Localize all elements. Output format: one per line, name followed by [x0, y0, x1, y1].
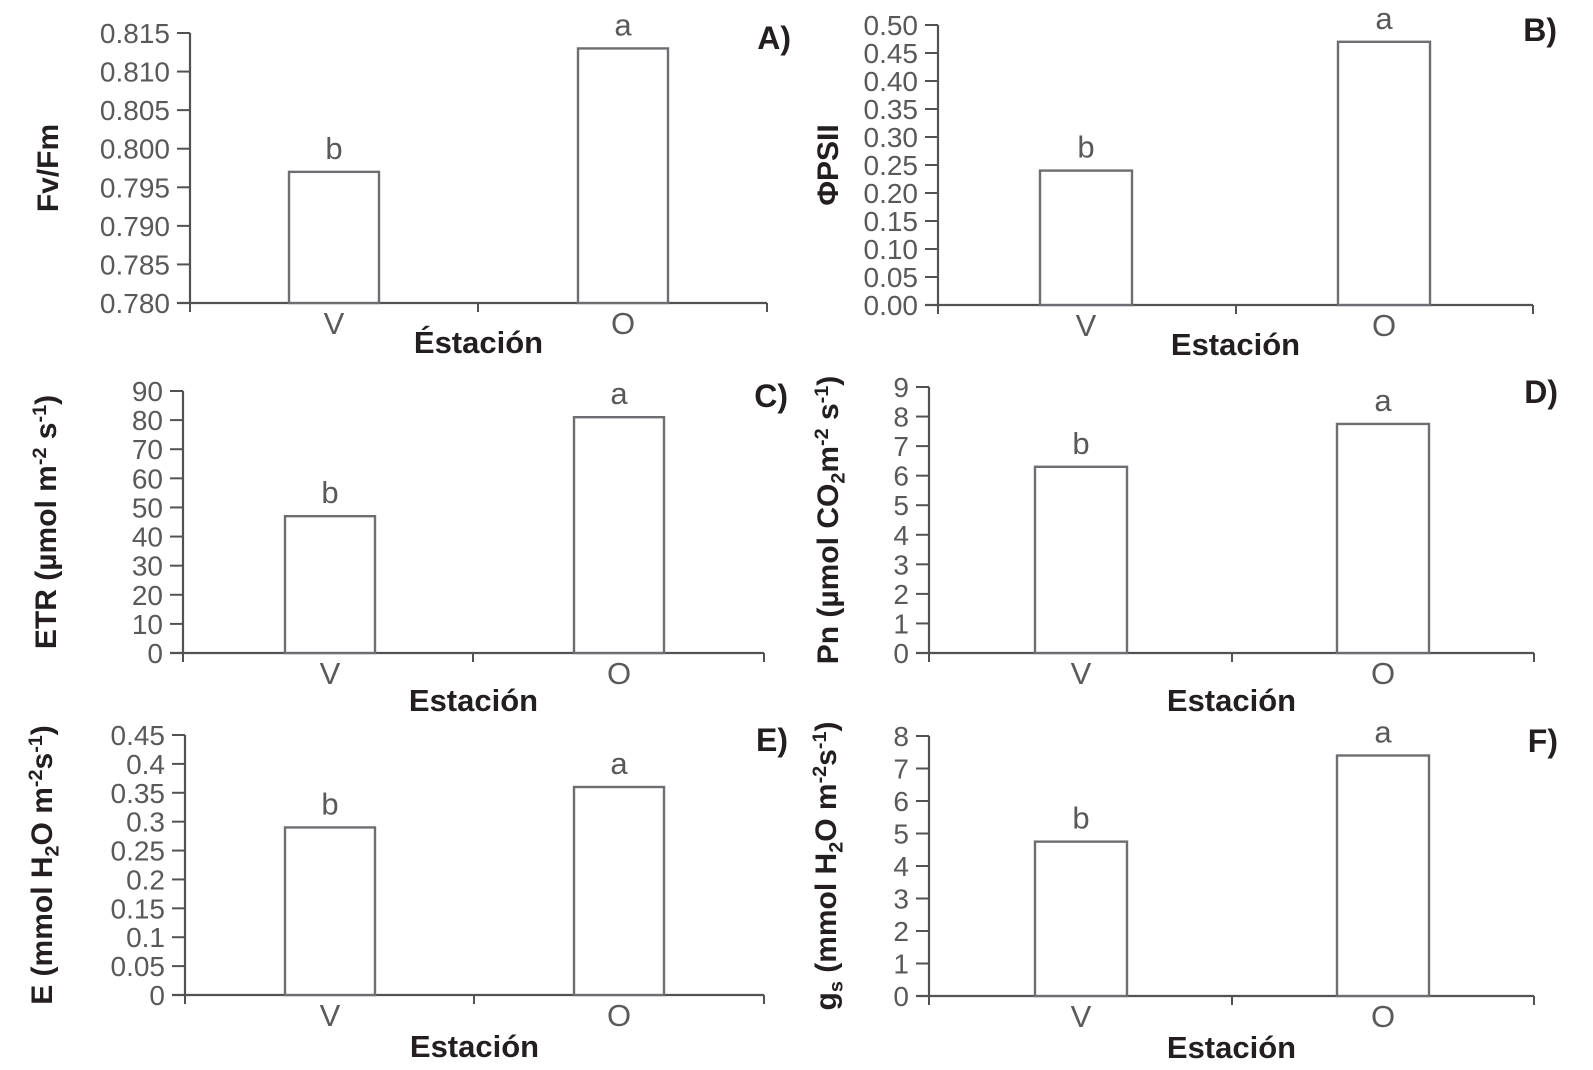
y-tick-label: 0.780 — [99, 288, 170, 319]
y-tick-label: 4 — [893, 851, 909, 882]
y-tick-label: 60 — [131, 463, 163, 495]
y-tick-label: 2 — [893, 916, 909, 947]
y-tick-label: 0.15 — [863, 206, 918, 237]
x-axis-title: Estación — [1166, 683, 1297, 714]
x-category-label: V — [319, 656, 341, 691]
bar-V — [1040, 171, 1132, 305]
y-tick-label: 0.795 — [99, 172, 170, 204]
y-tick-label: 30 — [131, 550, 163, 582]
x-axis-title: Estación — [1170, 327, 1301, 357]
panel-chart-B — [796, 0, 1593, 357]
y-tick-label: 0.35 — [863, 94, 918, 125]
y-tick-label: 0.2 — [126, 864, 165, 896]
x-axis-title: Estación — [409, 1029, 540, 1064]
sig-letter-V: b — [1072, 425, 1090, 461]
y-tick-label: 0.10 — [863, 234, 918, 265]
x-category-label: O — [610, 306, 636, 341]
x-category-label: O — [1370, 999, 1396, 1034]
panel-label: A) — [757, 20, 791, 56]
y-axis-title: E (mmol $H_2O$ $m^{-2}s^{-1}$) — [24, 725, 64, 1005]
bar-V — [285, 827, 375, 995]
y-tick-label: 0.05 — [863, 262, 918, 293]
bar-O — [1337, 424, 1429, 653]
bar-O — [574, 417, 664, 653]
y-axis-title: ETR (µmol $m^{-2}$ $s^{-1}$) — [28, 394, 63, 650]
y-tick-label: 0 — [147, 638, 163, 669]
y-tick-label: 50 — [131, 492, 163, 524]
x-category-label: O — [1371, 308, 1397, 343]
y-tick-label: 5 — [893, 818, 909, 850]
y-tick-label: 3 — [893, 549, 909, 581]
panel-label: B) — [1523, 12, 1557, 48]
y-tick-label: 0.00 — [863, 290, 918, 321]
bar-V — [285, 516, 375, 653]
bar-O — [1337, 756, 1429, 997]
y-tick-label: 0.805 — [99, 95, 170, 127]
y-tick-label: 0.810 — [99, 56, 170, 88]
panel-chart-F — [796, 714, 1593, 1070]
panel-chart-C — [0, 357, 796, 714]
sig-letter-O: a — [1374, 714, 1392, 750]
x-category-label: O — [606, 998, 632, 1033]
x-category-label: O — [1370, 656, 1396, 691]
y-axis-title: Fv/Fm — [32, 123, 65, 213]
y-tick-label: 90 — [131, 376, 163, 407]
y-tick-label: 0.45 — [110, 720, 165, 751]
y-tick-label: 1 — [893, 948, 909, 980]
y-axis-title: Pn (µmol $CO_2m^{-2}$ $s^{-1}$) — [810, 375, 850, 665]
y-axis-title: ΦPSII — [812, 124, 845, 206]
y-tick-label: 0 — [893, 638, 909, 669]
panel-chart-A — [0, 0, 796, 357]
y-tick-label: 0 — [893, 981, 909, 1012]
sig-letter-V: b — [321, 786, 339, 822]
y-tick-label: 0.4 — [126, 748, 165, 780]
sig-letter-V: b — [1077, 129, 1095, 165]
y-axis-title: $g_s$ (mmol $H_2O$ $m^{-2}s^{-1}$) — [808, 721, 848, 1011]
panel-chart-D — [796, 357, 1593, 714]
y-tick-label: 0.40 — [863, 66, 918, 97]
y-tick-label: 0.790 — [99, 210, 170, 242]
y-tick-label: 2 — [893, 578, 909, 610]
sig-letter-O: a — [1375, 0, 1393, 36]
y-tick-label: 0.20 — [863, 178, 918, 209]
panel-chart-E — [0, 714, 796, 1070]
sig-letter-O: a — [610, 376, 628, 412]
bar-V — [1035, 467, 1127, 653]
y-tick-label: 70 — [131, 434, 163, 466]
y-tick-label: 0.45 — [863, 38, 918, 69]
x-category-label: V — [1075, 308, 1097, 343]
y-tick-label: 80 — [131, 405, 163, 437]
y-tick-label: 0 — [149, 980, 165, 1011]
x-category-label: O — [606, 656, 632, 691]
y-tick-label: 0.815 — [99, 18, 170, 49]
sig-letter-V: b — [321, 475, 339, 511]
x-axis-title: Éstación — [413, 325, 544, 357]
bar-V — [1035, 842, 1127, 996]
sig-letter-O: a — [614, 7, 632, 43]
sig-letter-O: a — [610, 746, 628, 781]
y-tick-label: 0.25 — [110, 835, 165, 867]
y-tick-label: 6 — [893, 460, 909, 492]
y-tick-label: 3 — [893, 883, 909, 915]
sig-letter-O: a — [1374, 382, 1392, 418]
y-tick-label: 0.50 — [863, 10, 918, 41]
x-category-label: V — [1070, 999, 1092, 1034]
y-tick-label: 8 — [893, 401, 909, 433]
x-category-label: V — [1070, 656, 1092, 691]
y-tick-label: 6 — [893, 786, 909, 817]
y-tick-label: 0.25 — [863, 150, 918, 181]
y-tick-label: 0.05 — [110, 951, 165, 983]
bar-O — [1338, 42, 1430, 305]
y-tick-label: 10 — [131, 608, 163, 640]
y-tick-label: 20 — [131, 579, 163, 611]
y-tick-label: 0.785 — [99, 249, 170, 281]
x-axis-title: Estación — [408, 683, 539, 714]
y-tick-label: 1 — [893, 608, 909, 640]
x-category-label: V — [323, 306, 345, 341]
y-tick-label: 0.30 — [863, 122, 918, 153]
y-tick-label: 0.1 — [126, 922, 165, 954]
y-tick-label: 0.800 — [99, 133, 170, 165]
panel-label: C) — [754, 378, 788, 414]
bar-V — [289, 172, 379, 303]
y-tick-label: 4 — [893, 519, 909, 551]
y-tick-label: 0.3 — [126, 806, 165, 838]
y-tick-label: 9 — [893, 372, 909, 403]
y-tick-label: 40 — [131, 521, 163, 553]
panel-label: F) — [1527, 723, 1558, 759]
y-tick-label: 0.15 — [110, 893, 165, 925]
sig-letter-V: b — [1072, 800, 1090, 836]
bar-O — [574, 787, 664, 995]
y-tick-label: 7 — [893, 431, 909, 463]
sig-letter-V: b — [325, 130, 343, 166]
x-category-label: V — [319, 998, 341, 1033]
panel-label: D) — [1524, 374, 1558, 410]
panel-label: E) — [756, 722, 788, 758]
y-tick-label: 0.35 — [110, 777, 165, 809]
y-tick-label: 7 — [893, 753, 909, 785]
x-axis-title: Estación — [1166, 1030, 1297, 1065]
y-tick-label: 5 — [893, 490, 909, 522]
y-tick-label: 8 — [893, 721, 909, 752]
bar-O — [578, 48, 668, 303]
